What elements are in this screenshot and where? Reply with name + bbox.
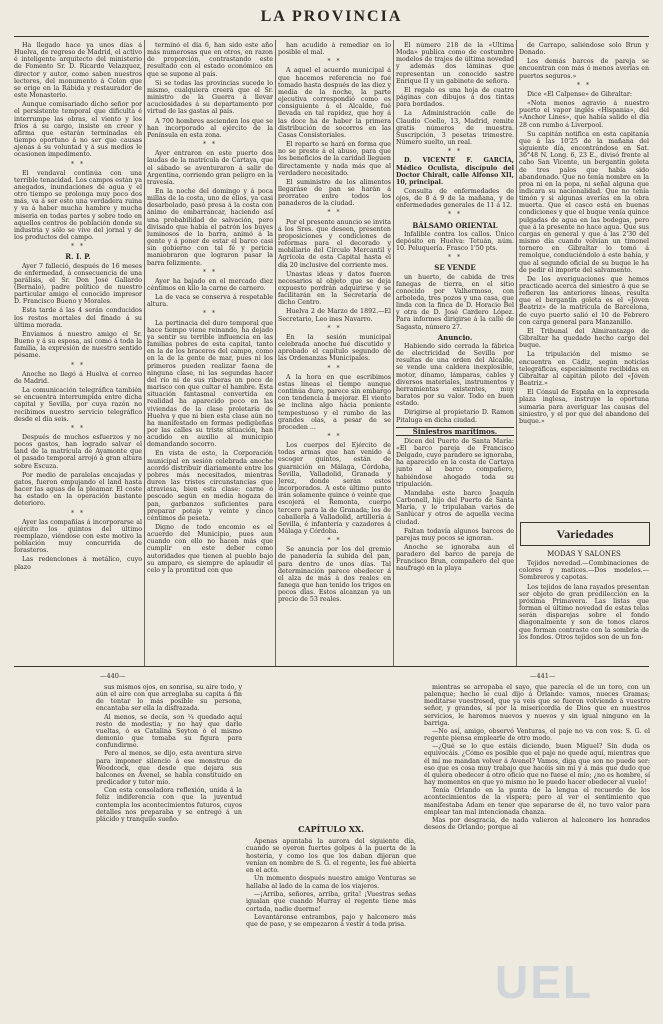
article-paragraph: La de vaca se conserva á respetable altura.	[147, 294, 273, 309]
article-paragraph: Aunque comisariado dicho señor por el persistente temporal que dificulta é interrumpe las obras, el viento y los frios á su cargo, insiste en creer y afirma que estarán terminadas en tiempo oportuno á no ser que causas ajenas á su voluntad y á sus medios le ocasionen impedimento.	[14, 101, 142, 159]
column-separator	[516, 40, 517, 666]
article-paragraph: un huerto, de cabida de tres fanegas de tierra, en el sitio conocido por Valhermoso, con arboleda, tres pozos y una casa, que linda con la finca de D. Horacio Bel y otra de D. José Cardero López. Para informes dirigirse á la calle de Sagasta, número 27.	[396, 273, 514, 331]
section-divider-stars: * *	[71, 160, 85, 168]
article-paragraph: Anoche se ignoraba aun el paradero del barco de pareja de Francisco Brun, compañero del que naufragó en la playa	[396, 544, 514, 573]
section-divider-stars: * *	[327, 432, 342, 440]
article-paragraph: Su capitán notifica en esta capitanía que á las 10'25 de la mañana del siguiente día, encontrándose en Sat. 36°48 N. Long. 6, 23 E., divisó frente al cabo San Vicente, un bergantín goleta de tres palos que había sido abandonado. Que no tenía nombre en la proa ni en la popa, ni señal alguna que indicara su nacionalidad. Que no tenía timón y si algunas averías en la obra muerta. Que el casco está en buenas condiciones y que el buque venía quince pulgadas de agua en las bodegas, pero que á la presente no hace agua. Que sus cargas en general y que á las 2'30 del mismo día cuando volvían un timonel tornero en Gibraltar lo tomó á remolque, conduciéndolo á este bahía, y que al segundo oficial de su buque le ha de pedir el importe del salvamento.	[519, 130, 649, 274]
section-divider-stars: * *	[203, 310, 217, 318]
folletin-separator	[14, 666, 649, 667]
section-divider-stars: * *	[71, 424, 85, 432]
novel-paragraph: Apenas apuntaba la aurora del siguiente día, cuando se oyeron fuertes golpes á la puerta de la hostería, y como los que los daban dijeran que venían en nombre de S. G. el regente, les fué abierta en el acto.	[246, 838, 416, 875]
article-paragraph: La Administración calle de Claudio Coello, 13, Madrid, remite gratis números de muestra. Suscripción, 3 pesetas trimestre. Número suelto, un real.	[396, 110, 514, 147]
novel-paragraph: Tenía Orlando en la punta de la lengua el recuerdo de los acontecimientos de la víspera; pero al ver el sentimiento que manifestaba Adam en tener que separarse de él, no tuvo valor para emplear tan mal intencionada chanza.	[424, 787, 650, 816]
article-paragraph: Por medio de paralelas encajadas y gatos, fueron empujando el land hasta hacer las aguas de la pleamar. El coste ha estado en la operación bastante deterioro.	[14, 471, 142, 508]
article-paragraph: Las redenciones á metálico, cuyo plazo	[14, 556, 142, 571]
article-paragraph: Ayer 7 falleció, después de 16 meses de enfermedad, á consecuencia de una parálisis, el Sr. Don José Gallardo (Bernalo), padre político de nuestro particular amigo el conocido impresor D. Francisco Bueno y Morales.	[14, 262, 142, 306]
masthead-rule	[14, 36, 649, 37]
article-paragraph: Ayer entraron en este puerto dos laudas de la matrícula de Cartaya, que el sábado se aventuraron á salir de Argentina, corriendo gran peligro en la travesía.	[147, 150, 273, 186]
watermark-text: UEL	[495, 956, 593, 1008]
article-paragraph: Tejidos novedad.—Combinaciones de colores y matices.—Dos modelos.—Sombreros y capotas.	[519, 560, 649, 582]
article-paragraph: A la hora en que escribimos estas líneas el tiempo aunque continúa duro, parece sin embargo con tendencia á mejorar. El viento se inclina algo hácia poniente tempestuoso y el rumbo de las grandes olas, a pesar de se proceden ...	[278, 373, 391, 431]
column-1	[14, 42, 142, 664]
section-heading: MODAS Y SALONES	[547, 550, 621, 558]
article-paragraph: de Carrapo, saliéndose solo Brun y Donado.	[519, 42, 649, 57]
article-paragraph: Los tejidos de lana rayados presentan ser objeto de gran predilección en la próxima Primavera. Las listas que forman el último novedad de estas telas serán disparejas sobre el fondo diagonalmente y son de tonos claros que forman contraste con la sombría de los fondos. Otros tejidos son de un fon-	[519, 583, 649, 641]
novel-paragraph: Con esta consoladora reflexión, unida á la feliz indiferencia con que la juventud contempla los acontecimientos futuros, cuyos detalles nos preparaba y se entregó á un plácido y tranquilo sueño.	[96, 787, 242, 823]
article-paragraph: Los demás barcos de pareja se encuentran con más ó menos averías en puertos seguros.»	[519, 58, 649, 80]
column-2	[147, 42, 273, 664]
section-divider-stars: * *	[448, 254, 462, 262]
article-paragraph: Esta tarde á las 4 serán conducidos los restos mortales del finado á su última morada.	[14, 307, 142, 329]
article-paragraph: Digno de todo encomio es el acuerdo del Municipio, pues aun cuando con ello no hacen más que cumplir en este deber como autoridades que tienen al pueblo bajo su amparo, es siempre de aplaudir el celo y la prontitud con que	[147, 524, 273, 574]
column-5-lower	[519, 548, 649, 664]
article-paragraph: Dirigirse al propietario D. Ramon Pitaluga en dicha ciudad.	[396, 409, 514, 424]
column-5	[519, 42, 649, 520]
column-separator	[393, 40, 394, 666]
article-paragraph: Se anuncia por los del gremio de panadería la subida del pan, para dentro de unos días. Tal determinación parece obedecer á el alza de más á dos reales en fanega que han tenido los trigos en pocos días. Estos alcanzan ya un precio de 53 reales.	[278, 546, 391, 604]
page-number-left: —440—	[100, 672, 126, 680]
novel-paragraph: —¿Qué se lo que estáis diciendo, buen Miguel? Sin duda os equivocáis. ¿Cómo es posible que el paje no quede aquí, mientras que él mí me mandan volver á Avenel? Vamos, diga que son no puede ser: eso que es cosa muy trabajo que hacéis sin mí y á más que dudo que él quiera obedecer á otro oficio que no fuese el mío; ¿no es hombre, sí hay momentos en que yo mismo no le puedo hacer obedecer al vuelo!	[424, 743, 650, 787]
novel-left-column	[96, 684, 242, 920]
section-divider-stars: * *	[577, 81, 591, 89]
section-divider-stars: * *	[327, 324, 342, 332]
article-paragraph: Huelva 2 de Marzo de 1892.—El Secretario, Leo ines Navarro.	[278, 308, 391, 323]
novel-middle-column	[246, 838, 416, 930]
article-paragraph: La tripulación del mismo se encuentra en Cádiz, según noticias telegráficas, especialmente recibidas en Gibraltar al capitán piloto del «Jóven Beatriz.»	[519, 351, 649, 388]
column-separator	[275, 40, 276, 666]
article-paragraph: Los cuerpos del Ejército de todas armas que han venido á escoger quintos, están de guarnición en Málaga, Córdoba, Sevilla, Valladolid, Granada y Jerez, donde serán estos incorporados. A este último punto irán solamente quince ó veinte que escojerá el Remonta, cuerpo tercero para la de Granada; los de caballería á Valladolid, artillería á Sevilla, é infantería y cazadores á Málaga y Córdoba.	[278, 442, 391, 535]
library-watermark	[495, 955, 655, 1015]
section-divider-stars: * *	[71, 361, 85, 369]
article-paragraph: Ha llegado hace ya unos días á Huelva, de regreso de Madrid, el activo é inteligente arquitecto del ministerio de Fomento Sr. D. Ricardo Velazquez, director y autor, como saben nuestros lectores, del monumento á Colon que se erige en la Rábida y restaurador de este Monasterio.	[14, 42, 142, 100]
article-paragraph: El vendaval continúa con una terrible tenacidad. Los campos están ya anegados, inundaciones de agua y el otro tiempo se prolonga muy poco dos más, va á ser esto una verdadera ruina y va á haber mucha hambre y mucha miseria en todas partes y sobre todo en aquellos centros de población donde su industria y sólo se vive del jornal y de los productos del campo.	[14, 169, 142, 242]
article-paragraph: El Cónsul de España en la expresada plaza inglesa, instruye la oportuna sumaria para averiguar las causas del siniestro, y el por qué del abandono del buque.»	[519, 389, 649, 425]
column-separator	[144, 40, 145, 666]
section-divider-stars: * *	[71, 243, 85, 251]
article-paragraph: Ayer ha bajado en el mercado diez céntimos en kilo la carne de carnero.	[147, 277, 273, 292]
article-paragraph: Faltan todavía algunos barcos de parejas muy pocos se ignoran.	[396, 527, 514, 542]
chapter-heading: CAPÍTULO XX.	[298, 824, 364, 834]
article-paragraph: De los averiguaciones que hemos practicado acerca del siniestro á que se refieren las anteriores líneas, resulta que el bergantín goleta es el «Jóven Beatriz» de la matrícula de Barcelona, de cuyo puerto salió el 10 de Febrero con carga general para Manzanillo.	[519, 275, 649, 326]
article-paragraph: Enviamos á nuestro amigo el Sr. Bueno y á su esposa, así como á toda la familia, la expresión de nuestro sentido pésame.	[14, 330, 142, 360]
article-paragraph: Dice «El Calpense» de Gibraltar:	[527, 90, 633, 98]
article-paragraph: terminó el día 6, han sido este año más numerosas que en otros, en razon de proporción, contrastando este resultado con el estado económico en que se supone al país.	[147, 42, 273, 78]
section-divider-stars: * *	[448, 148, 462, 156]
article-paragraph: La pertinacia del duro temporal que hace tiempo viene reinando, ha dejado ya sentir su terrible influencia en las familias pobres de esta capital, tanto en la de los braceros del campo, como en la de la gente de mar, pues ni los primeros pueden realizar faena de ninguna clase, ni las segundas hacer del río ni de sus riberas un poco de marisco con que cultar el hambre. Esta situación fantasmal convertida en realidad ha aparecido poco en las viviendas de la clase proletaria de Huelva y que ni bien esta clase aún no ha manifestado en formas pedigüeñas por las calles su triste situación, han acudido en auxilio al municipio demandando socorro.	[147, 319, 273, 449]
column-4	[396, 42, 514, 664]
article-paragraph: Unastas ideas y datos fueron necesarios al objeto que se deja expuesto pordrán adquirirse y se facilitarán en la Secretaría de dicho Centro.	[278, 270, 391, 307]
article-paragraph: Habiendo sido cerrada la fábrica de electricidad de Sevilla por resultas de una orden del Alcalde, se vende una caldera inexplosible, motor, dínamo, lámparas, cables y diversos materiales, instrumentos y herramientas existentes, muy baratos por su valor. Todo en buen estado.	[396, 342, 514, 408]
article-paragraph: En la noche del domingo y á poca millas de la costa, uno de ellos, ya casi desarbolado, pasó presa á la costa con ánimo de embarrancar, haciendo así una probabilidad de salvación, pero divisado que había el patrón los buyes luminosos de la barra, animó á la gente y á poner de estar el barco casi sin gobierno con tal fé y pericia maniobraron que lograron pasar la barra felizmente.	[147, 187, 273, 267]
article-paragraph: El regalo es una hoja de cuatro páginas con dibujos á dos tintas para bordados.	[396, 86, 514, 109]
article-paragraph: Mandaba este barco Joaquín Carbonell, hijo del Puerto de Santa María, y le tripulaban varios de Sanlúcar y otros de aquella vecina ciudad.	[396, 489, 514, 526]
advert-heading: BÁLSAMO ORIENTAL	[412, 220, 498, 230]
article-paragraph: Infalible contra los callos. Único depósito en Huelva: Tetuán, núm. 10. Peluquería. Frasco 1'50 pts.	[396, 230, 514, 253]
article-paragraph: El reparto se hará en forma que no se preste á el abuso, para que los beneficios de la caridad lleguen directamente y nada más que al verdadero necesitado.	[278, 141, 391, 177]
article-paragraph: La comunicación telegráfica también se encuentra interrumpida entre dicha capital y Sevilla, por cuya razón no recibimos nuestro servicio telegráfico desde el día seis.	[14, 387, 142, 423]
article-paragraph: A aquel el acuerdo municipal á que hacemos referencia no fué tomado hasta después de las diez y media de la noche, la parte ejecutiva correspondió como es consiguiente á el Alcalde, fué llevada en tal rapidez, que hoy á las doce ha de haber la primera distribución de socorros en las Casas Consistoriales.	[278, 67, 391, 139]
masthead	[14, 6, 649, 34]
section-divider-stars: * *	[448, 211, 462, 219]
novel-paragraph: Mas por desgracia, de nada valieron al halconero los honrados deseos de Orlando; porque al	[424, 816, 650, 831]
article-paragraph: El Tribunal del Almirantazgo de Gibraltar ha quedado hecho cargo del buque.	[519, 327, 649, 350]
section-divider-stars: * *	[71, 509, 85, 517]
article-paragraph: Anoche no llegó á Huelva el correo de Madrid.	[14, 370, 142, 385]
article-paragraph: Después de muchos esfuerzos y no pocos gastos, han logrado salvar el land de la matrícula de Ayamonte que el pasado temporal arrojó á gran altura sobre Escuza.	[14, 433, 142, 470]
article-paragraph: han acudido á remediar en lo posible el mal.	[278, 42, 391, 57]
novel-paragraph: Al menos, se decía, son ¼ quedado aquí resto de modestia; y no hay que darle vueltas, ó es Catalina Seyton ó el mismo demonio que tomaba su figura para confundirme.	[96, 713, 242, 750]
rip-heading: R. I. P.	[65, 252, 91, 262]
page-number-right: —441—	[530, 672, 556, 680]
novel-paragraph: —No así, amigo, observó Venturas, el paje no va con vos: S. G. el regente piensa emplearle de otro modo.	[424, 727, 650, 743]
advert-heading: Anuncio.	[437, 332, 473, 342]
section-divider-stars: * *	[327, 58, 342, 66]
novel-paragraph: Levantáronse entrambos, pajo y halconero más que de paso, y se empezaron á vestir á toda prisa.	[246, 913, 416, 929]
novel-paragraph: Pero al menos, se dijo, esta aventura sirve para imponer silencio á ese monstruo de Woodcock, que desde que dejara sus balcones en Avenel, se había constituido en predicador y tutor mío.	[96, 750, 242, 787]
variedades-box	[520, 522, 650, 546]
novel-paragraph: mientras se arropaba el sayo, que parecía el de un toro, con un palenque; hecho le cual dijo á Orlando: vamos, nueces Gramas; meditarse vuestrosed, que ya veis que se fueron volviendo á vuestro señor, y grandes, sí por la misericordia de Dios que en nuestros servicios, le haremos nuevos y nuevos y sin igual ninguno en la barriga.	[424, 684, 650, 727]
article-paragraph: El suministro de los alimentos llegaráse de pan se harán á prorrateo entre todos los panaderos de la ciudad.	[278, 178, 391, 208]
novel-paragraph: Un momento después nuestro amigo Venturas se hallaba al lado de la cama de los viajeros.	[246, 875, 416, 890]
article-paragraph: Dicen del Puerto de Santa María: «El barco pareja de Francisco Delgado, cuyo paradero se ignoraba, ha aparecido en la costa de Cartaya junto al barco compañero, habiéndose ahogado toda su tripulación.	[396, 437, 514, 488]
newspaper-title: LA PROVINCIA	[260, 8, 403, 25]
article-paragraph: Consulta de enfermedades de ojos, de 8 á 9 de la mañana, y de enfermedades generales de 11 á 12.	[396, 187, 514, 210]
article-paragraph: En la sesión municipal celebrada anoche fué discutido y aprobado el capítulo segundo de las Ordenanzas Municipales.	[278, 333, 391, 363]
article-paragraph: En vista de esto, la Corporación municipal en sesión celebrada anoche acordó distribuir diariamente entre los pobres más necesitados, mientras duren las tristes circunstancias que atraviesa, bien esta clase: carne ó pescado según en media hogaza de pan, garbanzos suficientes para preparar potaje y veinte y cinco céntimos de peseta.	[147, 450, 273, 522]
section-divider-stars: * *	[327, 537, 342, 545]
novel-paragraph: —¡Arriba, señores, arriba, grita! ¡Vuestras señas igualan que cuando Murray el regente tiene más cortada, nadie duerme!	[246, 891, 416, 913]
column-3	[278, 42, 391, 664]
article-paragraph: A 700 hombres ascienden los que se han incorporado al ejército de la Península en esta zona.	[147, 117, 273, 139]
advert-heading: SE VENDE	[434, 263, 476, 273]
article-paragraph: El número 218 de la «Última Moda» publica como de costumbre modelos de trajes de última novedad y además dos láminas que representan un conocido sastre Enrique II y un gabinete de señora.	[396, 42, 514, 85]
advert-heading: D. VICENTE F. GARCÍA, Médico Oculista, discípulo del Doctor Chiralt, calle Alfonso XII, 10, principal.	[396, 157, 514, 186]
novel-paragraph: sus mismos ojos, en sonrisa, su aire todo, y aún el aire con que arreglaba su capita á fin de tentar lo más posible su persona, encantaba ser ella la disfrazada.	[96, 684, 242, 713]
variedades-title: Variedades	[556, 527, 614, 541]
section-divider-stars: * *	[203, 268, 217, 276]
section-divider-stars: * *	[327, 364, 342, 372]
section-divider-stars: * *	[327, 209, 342, 217]
section-heading: Siniestros marítimos.	[396, 427, 514, 436]
article-paragraph: Por el presente anuncio se invita á los Sres. que deseen, presenten proposiciones y condiciones de reformas para el decorado y mobiliario del Círculo Mercantil y Agrícola de esta Capital hasta el día 20 inclusive del corriente mes.	[278, 218, 391, 269]
article-paragraph: «Nota menos agravio á nuestro puerto el vapor inglés «Hispania», del «Anchor Lines», que había salido el día 28 con rumbo á Liverpool.	[519, 100, 649, 129]
section-divider-stars: * *	[203, 141, 217, 149]
article-paragraph: Ayer las compañías á incorporarse al ejército los quintos del último reemplazo, viéndose con este motivo la población muy concurrida de forasteros.	[14, 518, 142, 555]
article-paragraph: Si se todas las provincias sucede lo mismo, cualquiera creerá que el Sr. ministro de la Guerra á llevar acuciosidades á su departamento por virtud de las gastas al país.	[147, 79, 273, 116]
